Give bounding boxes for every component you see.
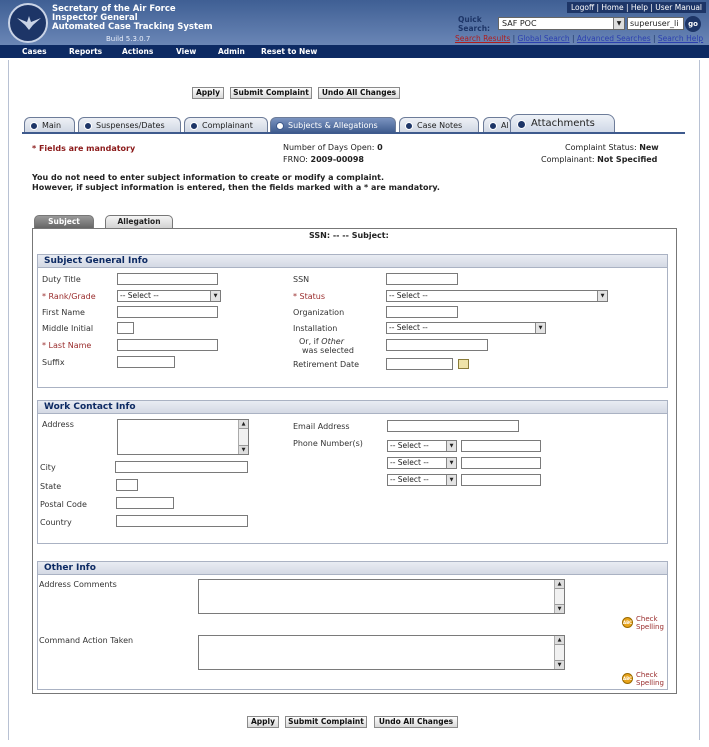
phone-type-select-2[interactable]	[387, 457, 457, 469]
city-input[interactable]	[115, 461, 248, 473]
chevron-down-icon: ▼	[446, 458, 456, 468]
frno	[283, 155, 364, 164]
phone-type-value: -- Select --	[390, 458, 429, 467]
city-label: City	[40, 463, 56, 472]
subject-note-2: However, if subject information is entered, then the fields marked with a * are mandatory.	[32, 183, 440, 192]
frno-value: 2009-00098	[310, 155, 364, 164]
phone-type-select-3[interactable]	[387, 474, 457, 486]
submit-complaint-button-bottom[interactable]: Submit Complaint	[285, 716, 367, 728]
tab-main[interactable]	[24, 117, 75, 133]
search-help-link[interactable]: Search Help	[657, 34, 704, 43]
status-value: -- Select --	[389, 291, 428, 300]
spelling-text: Spelling	[636, 679, 664, 687]
postal-code-label: Postal Code	[40, 500, 87, 509]
email-address-label: Email Address	[293, 422, 350, 431]
state-label: State	[40, 482, 62, 491]
air-force-logo	[8, 3, 48, 43]
organization-input[interactable]	[386, 306, 458, 318]
postal-code-input[interactable]	[116, 497, 174, 509]
global-search-link[interactable]: Global Search	[517, 34, 570, 43]
last-name-label: * Last Name	[42, 341, 92, 350]
last-name-input[interactable]	[117, 339, 218, 351]
installation-select[interactable]	[386, 322, 546, 334]
quick-search-select[interactable]	[498, 17, 625, 30]
complaint-status-value: New	[639, 143, 659, 152]
spelling-text: Spelling	[636, 623, 664, 631]
quick-search-label	[458, 15, 490, 33]
or-if-other-label	[299, 337, 344, 346]
days-open	[283, 143, 383, 152]
rank-grade-select[interactable]	[117, 290, 221, 302]
scrollbar[interactable]	[238, 420, 248, 454]
days-open-value: 0	[377, 143, 383, 152]
phone-number-input-2[interactable]	[461, 457, 541, 469]
section-title: Work Contact Info	[38, 401, 667, 414]
scrollbar[interactable]	[554, 636, 564, 669]
section-title: Subject General Info	[38, 255, 667, 268]
phone-type-select-1[interactable]	[387, 440, 457, 452]
rank-grade-label: * Rank/Grade	[42, 292, 96, 301]
build-version: Build 5.3.0.7	[106, 35, 151, 43]
status-select[interactable]	[386, 290, 608, 302]
apply-button-top[interactable]: Apply	[192, 87, 224, 99]
was-selected-label: was selected	[302, 346, 354, 355]
tab-al[interactable]	[483, 117, 511, 133]
phone-number-input-1[interactable]	[461, 440, 541, 452]
subject-note-1: You do not need to enter subject information to create or modify a complaint.	[32, 173, 385, 182]
ssn-label: SSN	[293, 275, 310, 284]
help-link[interactable]: Help	[630, 3, 648, 12]
other-text: Other	[321, 337, 344, 346]
command-action-textarea[interactable]	[198, 635, 565, 670]
retirement-date-label: Retirement Date	[293, 360, 360, 369]
organization-label: Organization	[293, 308, 345, 317]
scroll-down-icon: ▼	[555, 660, 564, 669]
status-label: * Status	[293, 292, 326, 301]
nav-view[interactable]: View	[176, 47, 197, 56]
scroll-up-icon: ▲	[239, 420, 248, 429]
submit-complaint-button-top[interactable]: Submit Complaint	[230, 87, 312, 99]
tab-bullet-icon	[517, 120, 526, 129]
middle-initial-label: Middle Initial	[42, 324, 94, 333]
quick-search-input[interactable]: superuser_li	[627, 17, 684, 30]
complaint-status	[565, 143, 659, 152]
address-textarea[interactable]	[117, 419, 249, 455]
nav-actions[interactable]: Actions	[122, 47, 154, 56]
scroll-down-icon: ▼	[555, 604, 564, 613]
state-input[interactable]	[116, 479, 138, 491]
address-comments-label: Address Comments	[39, 580, 117, 589]
calendar-icon[interactable]	[458, 359, 469, 369]
days-open-label: Number of Days Open:	[283, 143, 375, 152]
country-input[interactable]	[116, 515, 248, 527]
quick-search-value: SAF POC	[502, 19, 537, 28]
nav-cases[interactable]: Cases	[22, 47, 47, 56]
check-text: Check	[636, 671, 658, 679]
title-line-2: Inspector General	[52, 13, 138, 23]
chevron-down-icon: ▼	[446, 475, 456, 485]
complainant-value: Not Specified	[597, 155, 658, 164]
ssn-input[interactable]	[386, 273, 458, 285]
tab-attachments-label: Attachments	[531, 118, 595, 129]
ssn-subject-line: SSN: -- -- Subject:	[309, 231, 389, 240]
search-results-link[interactable]: Search Results	[455, 34, 511, 43]
check-spelling-label	[636, 671, 664, 687]
phone-type-value: -- Select --	[390, 441, 429, 450]
scroll-up-icon: ▲	[555, 580, 564, 589]
duty-title-label: Duty Title	[42, 275, 81, 284]
section-title: Other Info	[38, 562, 667, 575]
go-button[interactable]: go	[685, 16, 701, 32]
nav-bar	[0, 45, 709, 58]
complainant-info	[541, 155, 657, 164]
home-link[interactable]: Home	[601, 3, 624, 12]
duty-title-input[interactable]	[117, 273, 218, 285]
undo-all-changes-button-bottom[interactable]: Undo All Changes	[374, 716, 458, 728]
tab-suspenses-dates[interactable]	[78, 117, 181, 133]
tab-main-label: Main	[42, 121, 62, 130]
middle-initial-input[interactable]	[117, 322, 134, 334]
tab-bullet-icon	[405, 122, 413, 130]
scrollbar[interactable]	[554, 580, 564, 613]
title-line-3: Automated Case Tracking System	[52, 22, 213, 32]
check-text: Check	[636, 615, 658, 623]
mandatory-note: * Fields are mandatory	[32, 144, 136, 153]
nav-reports[interactable]: Reports	[69, 47, 103, 56]
check-spelling-button-1[interactable]	[622, 615, 667, 633]
tab-subjects-allegations[interactable]	[270, 117, 396, 133]
frno-label: FRNO:	[283, 155, 308, 164]
chevron-down-icon: ▼	[613, 18, 624, 29]
user-manual-link[interactable]: User Manual	[655, 3, 702, 12]
title-line-1: Secretary of the Air Force	[52, 4, 176, 14]
spell-check-icon: ABC	[622, 673, 633, 684]
complainant-label: Complainant:	[541, 155, 595, 164]
phone-number-input-3[interactable]	[461, 474, 541, 486]
tab-suspenses-label: Suspenses/Dates	[96, 121, 165, 130]
tab-attachments[interactable]	[510, 114, 615, 133]
check-spelling-label	[636, 615, 664, 631]
command-action-taken-label: Command Action Taken	[39, 636, 134, 645]
nav-admin[interactable]: Admin	[218, 47, 245, 56]
tab-al-label: Al	[501, 121, 509, 130]
phone-type-value: -- Select --	[390, 475, 429, 484]
tab-bullet-icon	[190, 122, 198, 130]
tab-case-notes-label: Case Notes	[417, 121, 463, 130]
logoff-link[interactable]: Logoff	[570, 3, 595, 12]
scroll-down-icon: ▼	[239, 445, 248, 454]
app-header	[0, 0, 709, 45]
phone-numbers-label: Phone Number(s)	[293, 439, 363, 448]
installation-value: -- Select --	[389, 323, 428, 332]
address-comments-textarea[interactable]	[198, 579, 565, 614]
chevron-down-icon: ▼	[210, 291, 220, 301]
scroll-up-icon: ▲	[555, 636, 564, 645]
chevron-down-icon: ▼	[446, 441, 456, 451]
tab-bullet-icon	[30, 122, 38, 130]
apply-button-bottom[interactable]: Apply	[247, 716, 279, 728]
tab-underline	[22, 132, 685, 134]
top-links: Logoff | Home | Help | User Manual	[567, 2, 706, 13]
undo-all-changes-button-top[interactable]: Undo All Changes	[318, 87, 400, 99]
suffix-label: Suffix	[42, 358, 65, 367]
nav-reset-to-new[interactable]: Reset to New	[261, 47, 318, 56]
tab-case-notes[interactable]	[399, 117, 479, 133]
tab-subjects-label: Subjects & Allegations	[288, 121, 378, 130]
quick-label-line2: Search:	[458, 24, 491, 33]
first-name-label: First Name	[42, 308, 85, 317]
email-address-input[interactable]	[387, 420, 519, 432]
chevron-down-icon: ▼	[597, 291, 607, 301]
wings-icon	[17, 14, 41, 30]
or-if-text: Or, if	[299, 337, 319, 346]
tab-bullet-icon	[489, 122, 497, 130]
spell-check-icon: ABC	[622, 617, 633, 628]
rank-grade-value: -- Select --	[120, 291, 159, 300]
subtab-subject[interactable]: Subject	[34, 215, 94, 228]
subtab-allegation[interactable]: Allegation	[105, 215, 173, 228]
retirement-date-input[interactable]	[386, 358, 453, 370]
first-name-input[interactable]	[117, 306, 218, 318]
search-links: Search Results | Global Search | Advanced Searches | Search Help	[455, 34, 704, 43]
suffix-input[interactable]	[117, 356, 175, 368]
tab-complainant-label: Complainant	[202, 121, 253, 130]
quick-label-line1: Quick	[458, 15, 482, 24]
country-label: Country	[40, 518, 72, 527]
address-label: Address	[42, 420, 74, 429]
tab-bullet-icon	[84, 122, 92, 130]
complaint-status-label: Complaint Status:	[565, 143, 637, 152]
tab-complainant[interactable]	[184, 117, 268, 133]
other-installation-input[interactable]	[386, 339, 488, 351]
check-spelling-button-2[interactable]	[622, 671, 667, 689]
installation-label: Installation	[293, 324, 338, 333]
tab-bullet-icon	[276, 122, 284, 130]
advanced-searches-link[interactable]: Advanced Searches	[576, 34, 651, 43]
chevron-down-icon: ▼	[535, 323, 545, 333]
